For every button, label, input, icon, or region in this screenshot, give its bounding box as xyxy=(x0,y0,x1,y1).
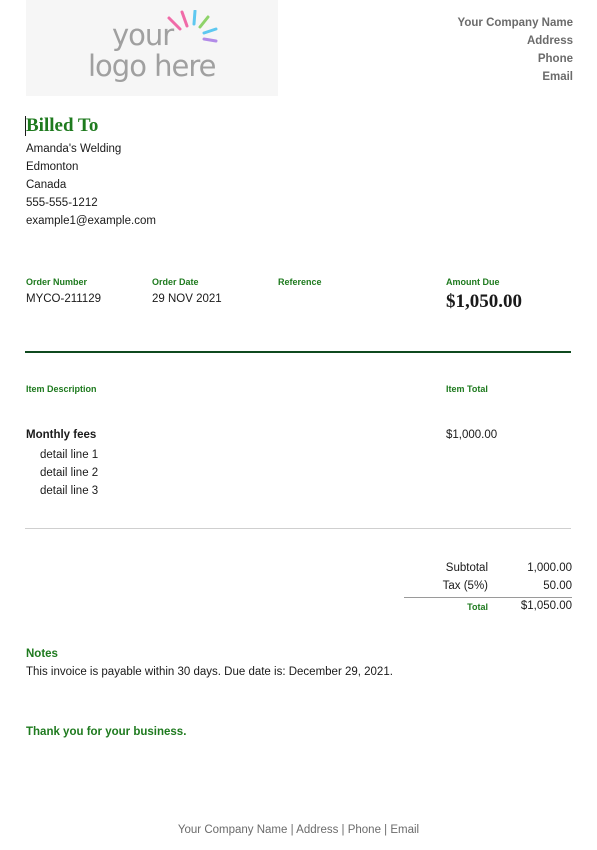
thank-you-message: Thank you for your business. xyxy=(26,726,187,738)
item-details xyxy=(40,446,98,500)
client-email: example1@example.com xyxy=(26,215,156,227)
item-total-header: Item Total xyxy=(446,384,488,394)
tax-label: Tax (5%) xyxy=(442,580,488,592)
section-divider xyxy=(25,351,571,353)
subtotal-value: 1,000.00 xyxy=(527,562,572,574)
logo-text xyxy=(88,20,228,82)
company-email: Email xyxy=(542,71,573,83)
notes-title: Notes xyxy=(26,648,58,660)
items-divider xyxy=(25,528,571,529)
order-date-value: 29 NOV 2021 xyxy=(152,293,222,305)
company-block xyxy=(458,14,573,86)
logo-text-line2: logo here xyxy=(88,49,216,83)
amount-due-value: $1,050.00 xyxy=(446,291,522,312)
item-detail-line: detail line 1 xyxy=(40,449,99,461)
logo-text-line1: your xyxy=(112,18,174,52)
client-phone: 555-555-1212 xyxy=(26,197,98,209)
logo-placeholder xyxy=(26,0,278,96)
item-detail-line: detail line 3 xyxy=(40,485,99,497)
tax-value: 50.00 xyxy=(543,580,572,592)
totals-divider xyxy=(404,597,572,598)
item-total: $1,000.00 xyxy=(446,429,498,441)
item-description-header: Item Description xyxy=(26,384,97,394)
reference-label: Reference xyxy=(278,277,322,287)
company-name: Your Company Name xyxy=(457,17,573,29)
order-number-label: Order Number xyxy=(26,277,88,287)
amount-due-label: Amount Due xyxy=(446,277,500,287)
item-name: Monthly fees xyxy=(26,429,97,441)
client-city: Edmonton xyxy=(26,161,79,173)
billed-to-block xyxy=(26,140,156,230)
footer: Your Company Name | Address | Phone | Email xyxy=(177,824,420,836)
client-country: Canada xyxy=(26,179,67,191)
order-number-value: MYCO-211129 xyxy=(26,293,101,305)
item-detail-line: detail line 2 xyxy=(40,467,99,479)
total-label: Total xyxy=(467,602,488,612)
company-address: Address xyxy=(526,35,573,47)
subtotal-label: Subtotal xyxy=(445,562,488,574)
billed-to-title[interactable]: Billed To xyxy=(26,115,99,136)
order-date-label: Order Date xyxy=(152,277,199,287)
client-name: Amanda's Welding xyxy=(26,143,122,155)
company-phone: Phone xyxy=(537,53,573,65)
notes-text: This invoice is payable within 30 days. Due date is: December 29, 2021. xyxy=(26,666,393,678)
total-value: $1,050.00 xyxy=(520,600,572,612)
